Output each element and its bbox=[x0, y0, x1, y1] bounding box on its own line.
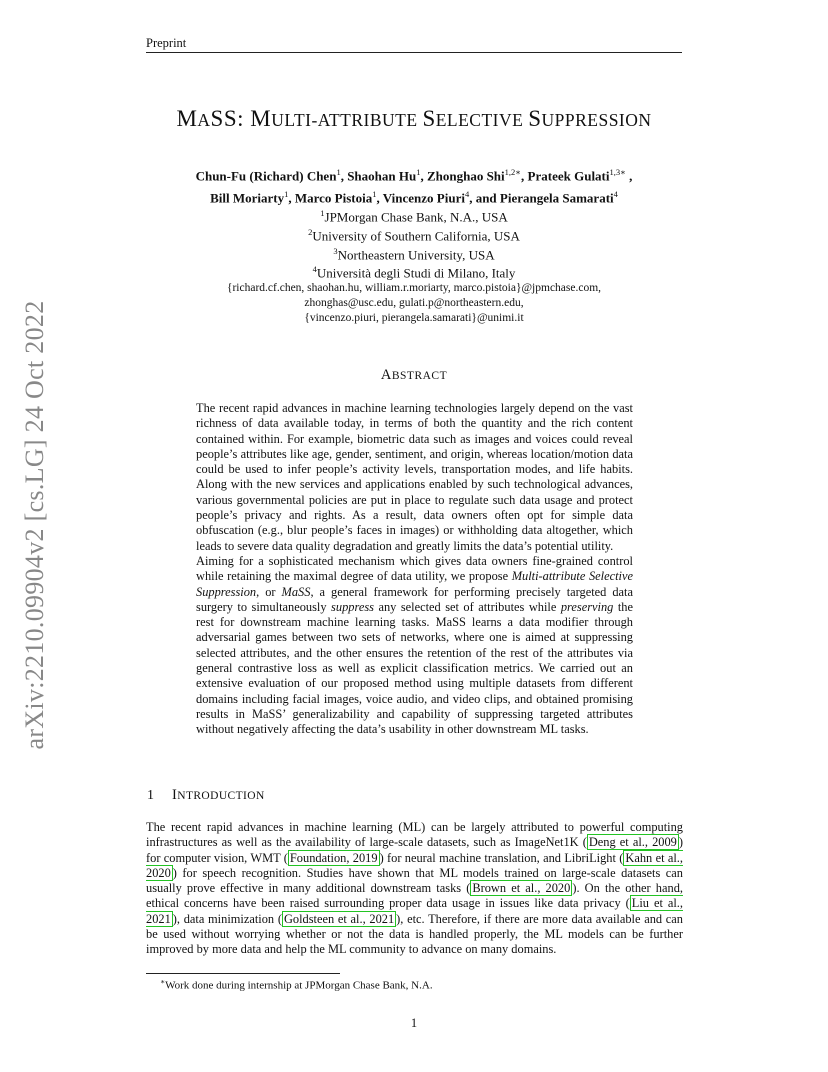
section-title-part: I bbox=[172, 787, 178, 803]
author-separator: , bbox=[340, 168, 348, 184]
author-separator: , and bbox=[469, 190, 500, 206]
footnote-rule bbox=[146, 973, 340, 974]
affiliation-text: JPMorgan Chase Bank, N.A., USA bbox=[324, 209, 508, 225]
citation-link[interactable]: Foundation, 2019 bbox=[289, 850, 378, 865]
body-text: ) for speech recognition. Studies have shown that ML models trained on large-scale datasets can usually prove effective in many additional downstream tasks ( bbox=[146, 865, 683, 896]
email-line: {richard.cf.chen, shaohan.hu, william.r.moriarty, marco.pistoia}@jpmchase.com, bbox=[226, 282, 602, 294]
emphasis-text: preserving bbox=[560, 599, 614, 614]
body-text: any selected set of attributes while bbox=[373, 599, 561, 614]
author-affil-marker: 1 bbox=[416, 167, 421, 177]
abstract-paragraph bbox=[196, 554, 633, 738]
author-affil-marker: 1 bbox=[284, 189, 289, 200]
body-text: The recent rapid advances in machine learning technologies largely depend on the vast richness of data available today, in terms of both the quantity and the rich content contained within. For example, biometric data such as images and voices could reveal people’s attributes like age, gender, sentiment, and origin, whereas location/motion data could be used to infer people’s activity levels, transportation modes, and life habits. Along with the new services and applications enabled by such technological advances, various governmental policies are put in place to regulate such data usage and protect people’s privacy and rights. As a result, data owners often opt for simple data obfuscation (e.g., blur people’s faces in images) or withholding data altogether, which leads to severe data quality degradation and greatly limits the data’s potential utility. bbox=[196, 401, 633, 553]
author-affil-marker: 4 bbox=[464, 189, 470, 200]
author-name: Prateek Gulati bbox=[527, 168, 610, 184]
footnote-text: Work done during internship at JPMorgan Chase Bank, N.A. bbox=[165, 979, 433, 992]
affiliation-line bbox=[0, 206, 828, 225]
abstract-heading bbox=[0, 367, 828, 384]
author-name: Vincenzo Piuri bbox=[382, 190, 465, 206]
author-separator: , bbox=[625, 168, 633, 184]
page-number: 1 bbox=[410, 1016, 418, 1030]
body-text: the rest for downstream machine learning tasks. MaSS learns a data modifier through adversarial games between two sets of networks, where one is aimed at suppressing selected attributes, and the other ensures the retention of the rest of the attributes via general contrastive loss as well as explicit classification metrics. We carried out an extensive evaluation of our proposed method using multiple datasets from different domains including facial images, voice audio, and video clips, and obtained promising results in MaSS’ generalizability and capability of suppressing targeted attributes without negatively affecting the data’s usability in other downstream ML tasks. bbox=[196, 599, 633, 737]
abstract-heading-part: BSTRACT bbox=[391, 370, 448, 382]
citation-link[interactable]: Kahn et al., 2020 bbox=[146, 850, 683, 880]
author-emails bbox=[0, 281, 828, 326]
footnote bbox=[160, 977, 433, 992]
author-name: Zhonghao Shi bbox=[426, 168, 505, 184]
section-title bbox=[172, 788, 265, 803]
title-part: S bbox=[422, 106, 436, 131]
affiliation-text: University of Southern California, USA bbox=[312, 228, 520, 244]
citation-link[interactable]: Goldsteen et al., 2021 bbox=[283, 911, 395, 926]
body-text: , or bbox=[256, 584, 282, 599]
title-part: SS: bbox=[210, 106, 251, 131]
citation-link[interactable]: Brown et al., 2020 bbox=[472, 881, 571, 896]
affiliation-line bbox=[0, 262, 828, 281]
arxiv-identifier-text: arXiv:2210.09904v2 [cs.LG] 24 Oct 2022 bbox=[20, 300, 49, 750]
author-line-2 bbox=[140, 185, 688, 207]
affiliation-text: Northeastern University, USA bbox=[337, 246, 495, 262]
arxiv-identifier bbox=[20, 290, 50, 760]
affiliations bbox=[0, 206, 828, 281]
title-part: M bbox=[176, 106, 198, 131]
author-separator: , bbox=[521, 168, 528, 184]
author-separator: , bbox=[420, 168, 427, 184]
author-separator: , bbox=[288, 190, 295, 206]
section-title-part: NTRODUCTION bbox=[177, 790, 265, 802]
emphasis-text: MaSS bbox=[281, 584, 311, 599]
affiliation-line bbox=[0, 244, 828, 263]
author-name: Marco Pistoia bbox=[294, 190, 373, 206]
abstract-heading-part: A bbox=[380, 367, 392, 383]
affiliation-text: Università degli Studi di Milano, Italy bbox=[316, 265, 516, 281]
affiliation-marker: 1 bbox=[320, 208, 325, 218]
author-affil-marker: 4 bbox=[613, 189, 618, 200]
citation-link[interactable]: Deng et al., 2009 bbox=[588, 835, 677, 850]
intro-paragraph bbox=[146, 820, 683, 958]
body-text: Aiming for a sophisticated mechanism which gives data owners fine-grained control while retaining the maximal degree of data utility, we propose bbox=[196, 553, 633, 584]
body-text: ), data minimization ( bbox=[172, 911, 282, 926]
emphasis-text: Multi-attribute Selective Suppression bbox=[196, 569, 633, 599]
citation-link[interactable]: Liu et al., 2021 bbox=[146, 896, 683, 926]
author-affil-marker: 1,3∗ bbox=[609, 167, 626, 177]
author-affil-marker: 1 bbox=[336, 167, 341, 177]
body-text: ) for computer vision, WMT ( bbox=[146, 835, 684, 865]
abstract-paragraph bbox=[196, 401, 633, 554]
author-affil-marker: 1 bbox=[372, 189, 377, 200]
paper-title bbox=[0, 106, 828, 132]
body-text: , a general framework for performing precisely targeted data surgery to simultaneously bbox=[196, 584, 633, 614]
body-text: ) for neural machine translation, and LibriLight ( bbox=[379, 850, 624, 865]
author-name: Bill Moriarty bbox=[210, 190, 285, 206]
affiliation-marker: 3 bbox=[333, 245, 338, 256]
affiliation-marker: 4 bbox=[312, 264, 317, 275]
email-line: {vincenzo.piuri, pierangela.samarati}@unimi.it bbox=[304, 312, 524, 324]
body-text: ). On the other hand, ethical concerns have been raised surrounding proper data usage in issues like data privacy ( bbox=[146, 881, 683, 911]
title-part: M bbox=[250, 106, 272, 131]
title-part: ULTI-ATTRIBUTE bbox=[271, 110, 423, 130]
body-text: ), etc. Therefore, if there are more data available and can be used without worrying whether or not the data is handled properly, the ML models can be further improved by more data and help the ML community to advance on many domains. bbox=[146, 911, 683, 957]
footnote-marker: ∗ bbox=[160, 977, 166, 986]
body-text: The recent rapid advances in machine learning (ML) can be largely attributed to powerful computing infrastructures as well as the availability of large-scale datasets, such as ImageNet1K ( bbox=[146, 820, 683, 850]
title-part: A bbox=[197, 110, 211, 130]
affiliation-line bbox=[0, 225, 828, 244]
running-header: Preprint bbox=[146, 36, 187, 50]
author-name: Pierangela Samarati bbox=[499, 190, 614, 206]
header-rule bbox=[146, 52, 682, 53]
abstract-body bbox=[196, 401, 633, 738]
affiliation-marker: 2 bbox=[308, 226, 313, 237]
author-list bbox=[140, 163, 688, 208]
author-line-1 bbox=[140, 163, 688, 185]
title-part: S bbox=[528, 106, 542, 131]
title-part: ELECTIVE bbox=[435, 110, 529, 130]
author-name: Shaohan Hu bbox=[347, 168, 417, 184]
email-line: zhonghas@usc.edu, gulati.p@northeastern.edu, bbox=[304, 297, 524, 309]
section-number: 1 bbox=[147, 788, 155, 803]
author-name: Chun-Fu (Richard) Chen bbox=[195, 168, 337, 184]
author-separator: , bbox=[376, 190, 383, 206]
emphasis-text: suppress bbox=[331, 599, 374, 614]
author-affil-marker: 1,2∗ bbox=[504, 167, 522, 177]
title-part: UPPRESSION bbox=[541, 110, 652, 130]
section-heading bbox=[147, 787, 265, 804]
